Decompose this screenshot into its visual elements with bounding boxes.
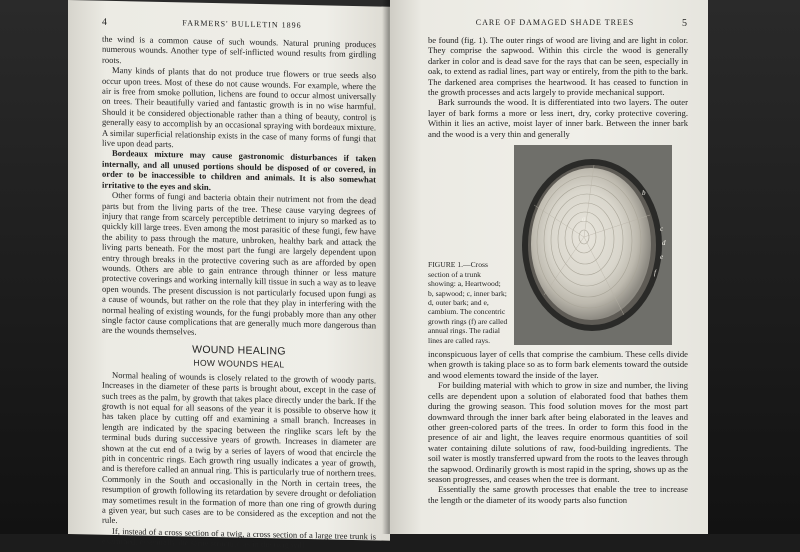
trunk-sapwood [531,168,651,320]
left-paragraph-3: Other forms of fungi and bacteria obtain their nutriment not from the dead parts but from the living parts of the tree. These cause varying degrees of injury that range from scarcely perceptible detriment to injury so marked as to quickly kill large trees. Even among the most parasitic of these fungi, few have the ability to pass through the mature, unbroken, healthy bark and attack the living parts beneath. For the most part the fungi are largely dependent upon entry through breaks in the protective covering such as are afforded by open wounds. Others are able to gain entrance through thinner or less mature protective coverings and working internally kill tissue in such a way as to leave open wounds. The present discussion is not particularly focused upon fungi as a cause of wounds, but rather on the role that they play in interfering with the normal healing of existing wounds, for the fungi probably more than any other single factor cause complications that are generally much more dangerous than are the wounds themselves. [102,190,376,338]
section-subheading: HOW WOUNDS HEAL [193,357,285,370]
figure-label-f: f [654,269,656,278]
left-paragraph-5: If, instead of a cross section of a twig, a cross section of a large tree trunk is examined, essentially the same structure as in the twig will [102,525,376,551]
right-paragraph-4: For building material with which to grow in size and number, the living cells are dependent upon a solution of elaborated food that bathes them during the growing season. This food solution moves for the most part downward through the inner bark after being elaborated in the leaves and other green-colored parts of the trees. In order to form this food in the presence of air and light, the leaves require enormous quantities of soil water containing dilute solutions of raw, food-building ingredients. The soil water is mostly transferred upward from the roots to the leaves through the sapwood. Ordinarily growth is most rapid in the spring, shows up as the season progresses, and ceases when the tree is dormant. [428,380,688,484]
right-page [390,0,708,534]
right-paragraph-2: Bark surrounds the wood. It is differentiated into two layers. The outer layer of bark forms a more or less inert, dry, corky protective covering. Within it lies an active, moist layer of inner bark. Between the inner bark and the wood is a very thin and generally [428,97,688,139]
left-page-header [102,17,376,34]
section-heading: WOUND HEALING [192,343,286,358]
left-page [68,0,390,551]
figure-label-b: b [642,189,646,198]
bordeaux-warning: Bordeaux mixture may cause gastronomic disturbances if taken internally, and all unused portions should be disposed of or covered, in order to be inaccessible to children and animals. It is also somewhat irritative to the eyes and skin. [102,148,376,192]
left-paragraph-4: Normal healing of wounds is closely related to the growth of woody parts. Increases in the diameter of these parts is brought about, except in the case of such trees as the palm, by growth that takes place directly under the bark. If the growth is not equal for all seasons of the year it is possible to observe how it has taken place by cutting off and examining a small branch. Increases in length are indicated by the spacing between the ringlike scars left by the terminal buds during successive years of growth. Increases in diameter are shown at the cut end of a twig by a series of layers of wood that encircle the pith in concentric rings. Each growth ring usually indicates a year of growth, and is therefore called an annual ring. This is particularly true of northern trees. Commonly in the South and occasionally in the North in certain trees, the resumption of growth following its retardation by severe drought or defoliation may sometimes result in the formation of more than one ring of growth during a given year, but such cases are to be considered as the exception and not the rule. [102,369,376,526]
right-page-header-title: CARE OF DAMAGED SHADE TREES [475,18,635,27]
figure-label-e: e [660,253,664,262]
right-page-header [428,18,688,29]
right-page-number: 5 [681,18,688,29]
figure-label-a: a [582,215,586,224]
figure-1-caption: FIGURE 1.—Cross section of a trunk showing: a, Heartwood; b, sapwood; c, inner bark; d, outer bark; and e, cambium. The concentric growth rings (f) are called annual rings. The radial lines are called rays. [428,260,508,345]
right-paragraph-3: inconspicuous layer of cells that comprise the cambium. These cells divide when growth is taking place so as to form bark elements toward the outside and wood elements toward the inside of the layer. [428,349,688,380]
left-paragraph-1: the wind is a common cause of such wounds. Natural pruning produces numerous wounds. Another type of self-inflicted wound results from girdling roots. [102,33,376,65]
tree-cross-section-figure [514,145,672,345]
left-paragraph-2: Many kinds of plants that do not produce true flowers or true seeds also occur upon trees. Most of these do not cause wounds. For example, where the air is free from smoke pollution, lichens are found to occur almost universally on trees. Their beautifully varied and fantastic growth is in no wise harmful. Should it be considered objectionable rather than a thing of beauty, control is generally easy to accomplish by an occasional spraying with bordeaux mixture. A similar superficial relationship exists in the case of many forms of fungi that live upon dead parts. [102,65,376,150]
figure-label-c: c [660,225,664,234]
right-paragraph-5: Essentially the same growth processes that enable the tree to increase the length or the diameter of its woody parts also function [428,484,688,505]
left-page-header-title: FARMERS' BULLETIN 1896 [182,18,302,30]
figure-label-d: d [662,239,666,248]
figure-1-block [428,145,688,345]
left-page-number: 4 [102,16,108,28]
right-paragraph-1: be found (fig. 1). The outer rings of wood are living and are light in color. They comprise the sapwood. Within this circle the wood is generally darker in color and is dead save for the rays that can be seen, especially in oak, to extend as radial lines, part way or entirely, from the pith to the bark. The darkened area comprises the heartwood. It has ceased to function in the growth processes and acts largely to provide mechanical support. [428,35,688,98]
